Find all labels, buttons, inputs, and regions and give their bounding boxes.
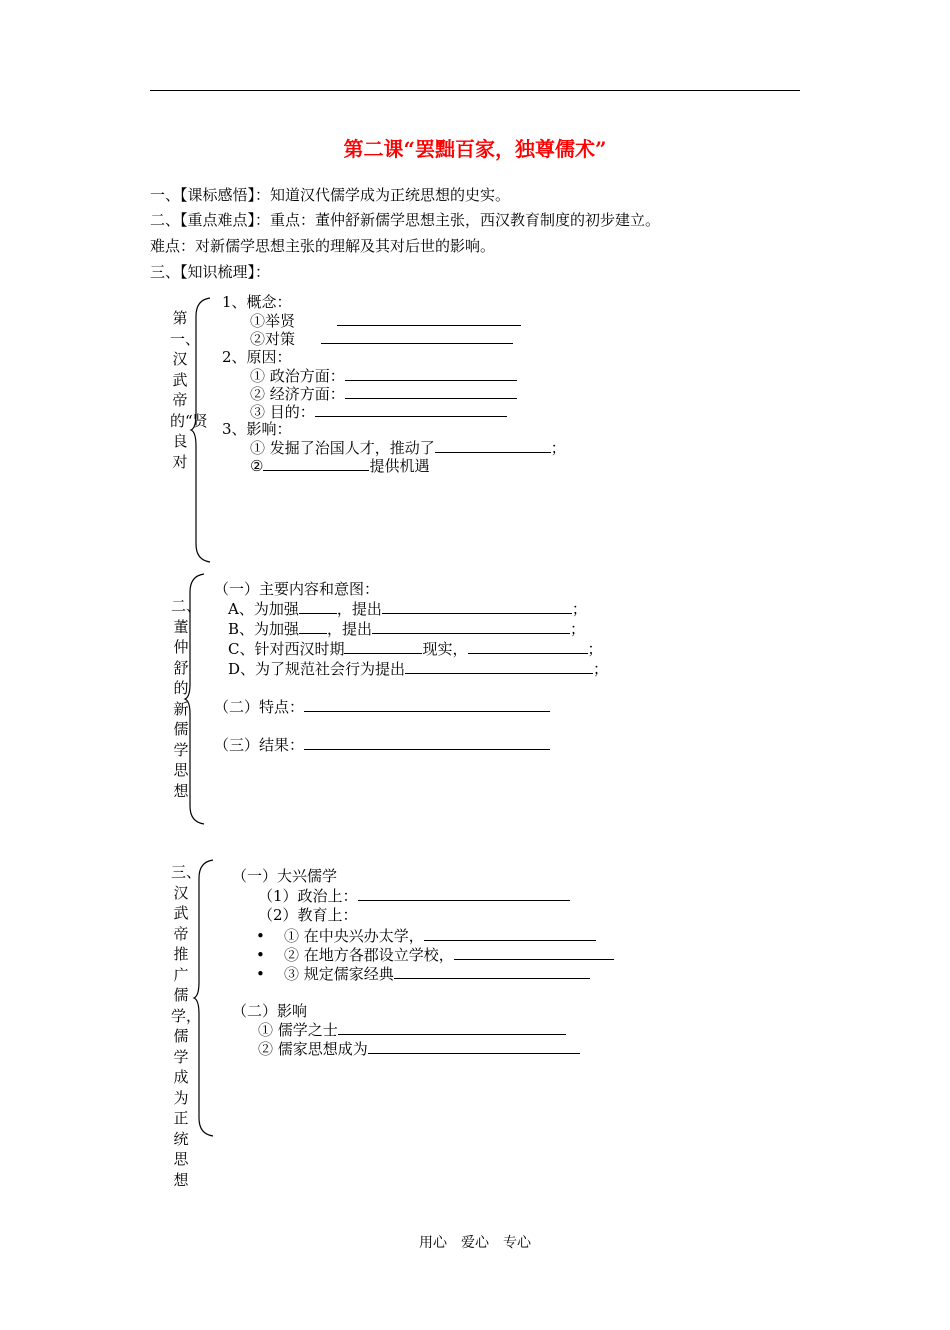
s3-impact: （二）影响: [232, 1002, 308, 1020]
s2-item-b: [228, 619, 585, 638]
s3-edu-b: [256, 945, 614, 964]
s2-b-pre: B、为加强: [228, 620, 300, 638]
s3-edu-a-text: ① 在中央兴办太学，: [284, 927, 424, 945]
s1-reason-a-text: ① 政治方面：: [250, 367, 345, 385]
s1-reason-a: [250, 366, 517, 385]
page-title: 第二课“罢黜百家，独尊儒术”: [343, 137, 607, 161]
s1-impact-a-text: ① 发掘了治国人才，推动了: [250, 439, 435, 457]
s2-item-a: [228, 599, 587, 618]
s1-concept-b: [250, 329, 513, 348]
s2-d-pre: D、为了规范社会行为提出: [228, 660, 406, 678]
s3-edu-c-text: ③ 规定儒家经典: [284, 965, 394, 983]
s2-a-pre: A、为加强: [228, 600, 299, 618]
s1-concept-b-blank[interactable]: [321, 329, 513, 344]
section3-brace: [193, 858, 217, 1138]
s3-politics-blank[interactable]: [358, 886, 570, 901]
section1-brace: [190, 296, 214, 564]
s1-impact-b-start: ②: [250, 457, 264, 475]
s3-impact-b: [258, 1039, 580, 1058]
header-rule: [150, 90, 800, 91]
s2-d-blank[interactable]: [405, 659, 593, 674]
s2-content: （一）主要内容和意图：: [214, 580, 380, 598]
s1-concept-b-text: ②对策: [250, 330, 296, 348]
s2-b-mid: ，提出: [327, 620, 373, 638]
intro-line-3: 难点：对新儒学思想主张的理解及其对后世的影响。: [150, 237, 496, 255]
s2-b-blank-1[interactable]: [299, 619, 327, 634]
s3-edu-a-bullet: •: [256, 927, 265, 945]
page-footer: 用心 爱心 专心: [419, 1235, 531, 1251]
s2-result-blank[interactable]: [304, 735, 550, 750]
section1-side-label: 第一、汉武帝的“贤良对: [170, 309, 208, 471]
s3-impact-b-text: ② 儒家思想成为: [258, 1040, 368, 1058]
s2-a-blank-2[interactable]: [382, 599, 572, 614]
s2-item-d: [228, 659, 608, 678]
s2-result: [214, 735, 550, 754]
s2-b-end: ；: [570, 620, 586, 638]
s2-c-end: ；: [587, 640, 603, 658]
s2-item-c: [228, 639, 603, 658]
s1-impact-a-end: ；: [550, 439, 566, 457]
intro-line-2: 二、【重点难点】：重点：董仲舒新儒学思想主张，西汉教育制度的初步建立。: [150, 211, 661, 229]
s1-reason-b: [250, 384, 517, 403]
s1-concept: 1、概念：: [222, 293, 292, 311]
s3-edu-c-bullet: •: [256, 965, 265, 983]
s1-impact: 3、影响：: [222, 420, 292, 438]
s3-impact-a-text: ① 儒学之士: [258, 1021, 338, 1039]
s2-feature-blank[interactable]: [304, 697, 550, 712]
s3-politics: [258, 886, 570, 905]
s1-reason-a-blank[interactable]: [345, 366, 517, 381]
s3-impact-a-blank[interactable]: [338, 1020, 566, 1035]
intro-line-4: 三、【知识梳理】：: [150, 263, 271, 281]
s1-impact-a: [250, 438, 566, 457]
section2-side-label: 二、董仲舒的新儒学思想: [171, 597, 202, 800]
s3-edu-a: [256, 926, 596, 945]
s1-reason: 2、原因：: [222, 348, 292, 366]
s3-edu-b-text: ② 在地方各郡设立学校，: [284, 946, 454, 964]
s2-c-pre: C、针对西汉时期: [228, 640, 345, 658]
s2-b-blank-2[interactable]: [372, 619, 570, 634]
s2-result-text: （三）结果：: [214, 736, 305, 754]
s1-concept-a-text: ①举贤: [250, 312, 296, 330]
section2-brace: [184, 572, 208, 826]
section3-side-label: 三、汉武帝推广儒学，儒学成为正统思想: [171, 863, 202, 1189]
s2-a-blank-1[interactable]: [299, 599, 337, 614]
s2-feature-text: （二）特点：: [214, 698, 305, 716]
s1-impact-a-blank[interactable]: [435, 438, 551, 453]
s1-reason-c: [250, 402, 507, 421]
s3-edu-b-blank[interactable]: [454, 945, 614, 960]
s1-concept-a-blank[interactable]: [337, 311, 521, 326]
s1-reason-c-blank[interactable]: [315, 402, 507, 417]
s3-impact-a: [258, 1020, 566, 1039]
s1-impact-b-text: 提供机遇: [369, 457, 430, 475]
s1-reason-c-text: ③ 目的：: [250, 403, 315, 421]
s3-edu-b-bullet: •: [256, 946, 265, 964]
s3-measures: （一）大兴儒学: [232, 867, 338, 885]
s2-feature: [214, 697, 550, 716]
s3-education: （2）教育上：: [258, 906, 358, 924]
s1-impact-b-blank[interactable]: [263, 456, 369, 471]
s3-edu-a-blank[interactable]: [424, 926, 596, 941]
s3-politics-text: （1）政治上：: [258, 887, 358, 905]
s3-impact-b-blank[interactable]: [368, 1039, 580, 1054]
s2-d-end: ；: [593, 660, 609, 678]
s2-a-end: ；: [571, 600, 587, 618]
s2-c-blank-2[interactable]: [468, 639, 588, 654]
s1-reason-b-blank[interactable]: [345, 384, 517, 399]
s3-edu-c-blank[interactable]: [394, 964, 590, 979]
s1-reason-b-text: ② 经济方面：: [250, 385, 345, 403]
s1-impact-b: [250, 456, 429, 475]
s2-a-mid: ，提出: [336, 600, 382, 618]
s1-concept-a: [250, 311, 521, 330]
s2-c-blank-1[interactable]: [344, 639, 422, 654]
s3-edu-c: [256, 964, 590, 983]
intro-line-1: 一、【课标感悟】：知道汉代儒学成为正统思想的史实。: [150, 186, 511, 204]
s2-c-mid: 现实，: [422, 640, 468, 658]
